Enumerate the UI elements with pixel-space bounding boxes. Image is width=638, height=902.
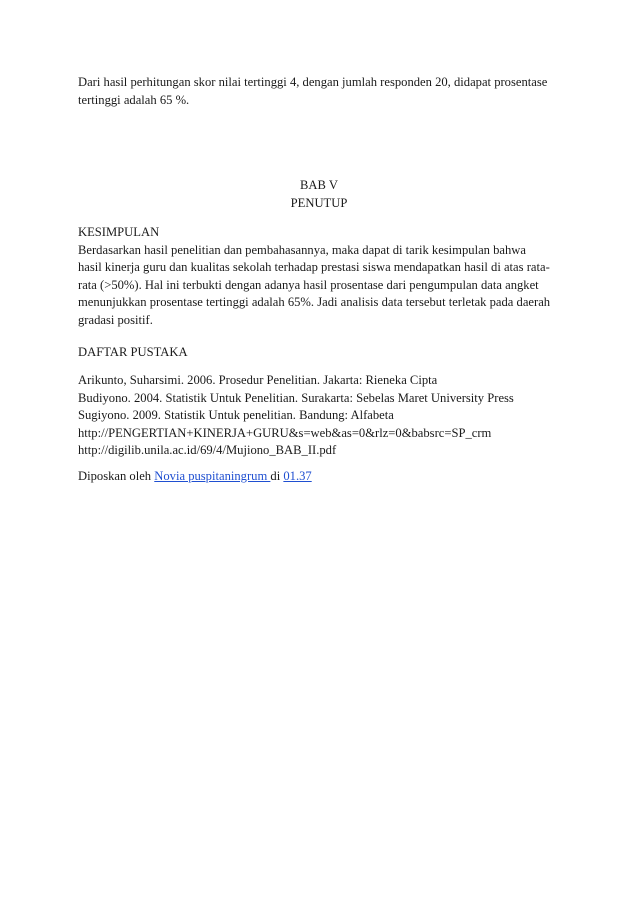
reference-item: http://PENGERTIAN+KINERJA+GURU&s=web&as=0&rlz=0&babsrc=SP_crm — [78, 425, 492, 440]
chapter-heading — [0, 177, 638, 212]
intro-paragraph — [78, 74, 562, 109]
conclusion-line: menunjukkan prosentase tertinggi adalah 65%. Jadi analisis data tersebut terletak pada daerah — [78, 295, 551, 310]
intro-line: tertinggi adalah 65 %. — [78, 92, 190, 107]
chapter-title: PENUTUP — [290, 195, 348, 210]
intro-line: Dari hasil perhitungan skor nilai tertinggi 4, dengan jumlah responden 20, didapat prosentase — [78, 75, 548, 89]
conclusion-line: gradasi positif. — [78, 312, 153, 327]
posted-by-line — [78, 468, 562, 486]
post-time-link[interactable]: 01.37 — [283, 469, 312, 483]
references-list — [78, 372, 562, 460]
posted-by-prefix: Diposkan oleh — [78, 469, 155, 483]
references-heading-block — [78, 344, 562, 362]
posted-by-text — [78, 468, 562, 486]
conclusion-section — [78, 224, 562, 330]
author-link[interactable]: Novia puspitaningrum — [154, 469, 271, 483]
references-heading: DAFTAR PUSTAKA — [78, 345, 188, 359]
conclusion-line: hasil kinerja guru dan kualitas sekolah terhadap prestasi siswa mendapatkan hasil di atas rata- — [78, 260, 550, 275]
reference-item: Arikunto, Suharsimi. 2006. Prosedur Penelitian. Jakarta: Rieneka Cipta — [78, 373, 438, 387]
reference-item: Sugiyono. 2009. Statistik Untuk penelitian. Bandung: Alfabeta — [78, 408, 394, 423]
reference-item: http://digilib.unila.ac.id/69/4/Mujiono_BAB_II.pdf — [78, 443, 337, 458]
conclusion-line: Berdasarkan hasil penelitian dan pembahasannya, maka dapat di tarik kesimpulan bahwa — [78, 242, 526, 257]
chapter-number: BAB V — [300, 178, 338, 192]
conclusion-line: rata (>50%). Hal ini terbukti dengan adanya hasil prosentase dari pengumpulan data angket — [78, 277, 539, 292]
posted-by-middle: di — [270, 469, 284, 483]
reference-item: Budiyono. 2004. Statistik Untuk Penelitian. Surakarta: Sebelas Maret University Press — [78, 390, 514, 405]
conclusion-heading: KESIMPULAN — [78, 225, 160, 239]
